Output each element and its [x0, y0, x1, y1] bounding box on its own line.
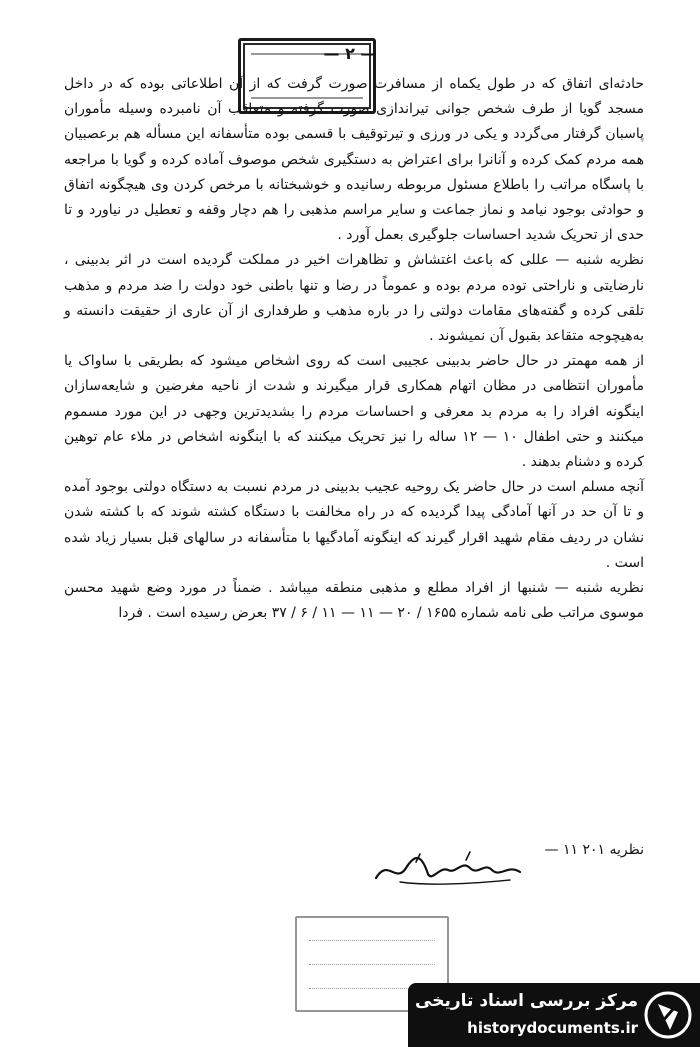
paragraph-2: نظریه شنبه — عللی که باعث اغتشاش و تظاهرات اخیر در مملکت گردیده است در اثر بدبینی ، نارضایتی و ناراحتی توده مردم بوده و عموماً در رضا و تنها باطنی خود دولت را ضد مردم و مذهب تلقی کرده و گفته‌های مقامات دولتی را در باره مذهب و طرفداری از آن عاری از حقیقت دانسته و به‌هیچوجه متقاعد بقبول آن نمیشوند .	[64, 252, 644, 345]
archive-logo-icon	[644, 990, 692, 1040]
paragraph-3: از همه مهمتر در حال حاضر بدبینی عجیبی است که روی اشخاص میشود که بطریقی با ساواک یا مأموران انتظامی در مظان اتهام همکاری قرار میگیرند و شدت از ناحیه مغرضین و شایعه‌سازان اینگونه افراد را به مردم بد معرفی و احساسات مردم را بشدیدترین وجهی در این مورد مسموم میکنند و حتی اطفال ۱۰ — ۱۲ ساله را نیز تحریک میکنند که با اینگونه اشخاص در ملاء عام توهین کرده و دشنام بدهند .	[64, 353, 644, 471]
page-number: — ۲ —	[323, 44, 377, 63]
handwritten-signature-icon	[370, 848, 530, 890]
paragraph-1: حادثه‌ای اتفاق که در طول یکماه از مسافرت صورت گرفت که از آن اطلاعاتی بوده که در داخل مسجد گویا از طرف شخص جوانی تیراندازی صورت گرفته و متعاقب آن نامبرده وسیله مأموران پاسبان گرفتار می‌گردد و یکی در ورزی و تیرتوقیف با قسمی بوده متأسفانه این مسأله هم برعصبیان همه مردم کمک کرده و آنانرا برای اعتراض به دستگیری شخص موصوف آماده کرده و گویا با مراجعه با پاسگاه مراتب را باطلاع مسئول مربوطه رسانیده و خوشبختانه با مرخص کردن وی هیچگونه اتفاق و حوادثی بوجود نیامد و نماز جماعت و سایر مراسم مذهبی را هم دچار وقفه و تعطیل در نیاورد و تا حدی از تحریک شدید احساسات جلوگیری بعمل آورد .	[64, 76, 644, 244]
footer-reference	[64, 838, 644, 863]
paragraph-4: آنچه مسلم است در حال حاضر یک روحیه عجیب بدبینی در مردم نسبت به دستگاه دولتی بوجود آمده و تا آن حد در آنها آمادگی پیدا گردیده که در راه مخالفت با دستگاه کشته شوند که با کشته شدن نشان در ردیف مقام شهید اقرار گیرند که اینگونه آمادگیها با متأسفانه در سالهای قبل بسیار زیاد شده است .	[64, 479, 644, 571]
footer-reference-label: نظریه ۲۰۱	[582, 842, 644, 858]
paragraph-5: نظریه شنبه — شنبها از افراد مطلع و مذهبی منطقه میباشد . ضمناً در مورد وضع شهید محسن موسوی مراتب طی نامه شماره ۱۶۵۵ / ۲۰ — ۱۱ — ۱۱ / ۶ / ۳۷ بعرض رسیده است . فردا	[64, 580, 644, 622]
document-body	[64, 72, 644, 626]
watermark-english-text: historydocuments.ir	[467, 1019, 638, 1037]
archive-watermark	[408, 983, 700, 1047]
footer-reference-code: ۱۱ —	[544, 842, 579, 858]
watermark-persian-text: مرکز بررسی اسناد تاریخی	[415, 991, 638, 1011]
